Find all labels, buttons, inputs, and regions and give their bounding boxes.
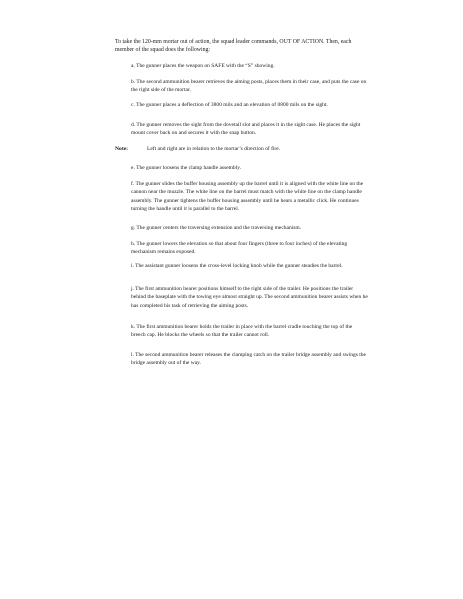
- step-b: b. The second ammunition bearer retrieves the aiming posts, places them in their case, and puts the case on the right side of the mortar.: [131, 79, 367, 94]
- intro-paragraph: To take the 120-mm mortar out of action, the squad leader commands, OUT OF ACTION. Then, each member of the squad does the following:: [115, 39, 352, 53]
- note-text: Left and right are in relation to the mortar’s direction of fire.: [147, 146, 281, 152]
- step-a: a. The gunner places the weapon on SAFE with the “S” showing.: [131, 63, 275, 69]
- step-i: i. The assistant gunner loosens the cross-level locking knob while the gunner steadies the barrel.: [131, 263, 343, 269]
- step-e: e. The gunner loosens the clamp handle assembly.: [131, 165, 241, 171]
- step-g: g. The gunner centers the traversing extension and the traversing mechanism.: [131, 225, 302, 231]
- step-j: j. The first ammunition bearer positions himself to the right side of the trailer. He positions the trailer behind the baseplate with the towing eye almost straight up. The second ammunition bearer assists when he has completed his task of retrieving the aiming posts.: [131, 286, 368, 309]
- step-k: k. The first ammunition bearer holds the trailer in place with the barrel cradle touching the top of the breech cap. He blocks the wheels so that the trailer cannot roll.: [131, 324, 353, 339]
- step-d: d. The gunner removes the sight from the dovetail slot and places it in the sight case. He places the sight mount cover back on and secures it with the snap button.: [131, 122, 361, 137]
- step-l: l. The second ammunition bearer releases the clamping catch on the trailer bridge assembly and swings the bridge assembly out of the way.: [131, 352, 366, 367]
- step-c: c. The gunner places a deflection of 3800 mils and an elevation of 0800 mils on the sight.: [131, 102, 328, 108]
- step-h: h. The gunner lowers the elevation so that about four fingers (three to four inches) of the elevating mechanism remains exposed.: [131, 241, 348, 256]
- note-label: Note:: [115, 146, 129, 152]
- step-f: f. The gunner slides the buffer housing assembly up the barrel until it is aligned with the white line on the cannon near the muzzle. The white line on the barrel must match with the white line on the clamp handle assembly. The gunner tightens the buffer housing assembly until he hears a metallic click. He continues turning the handle until it is parallel to the barrel.: [131, 181, 364, 212]
